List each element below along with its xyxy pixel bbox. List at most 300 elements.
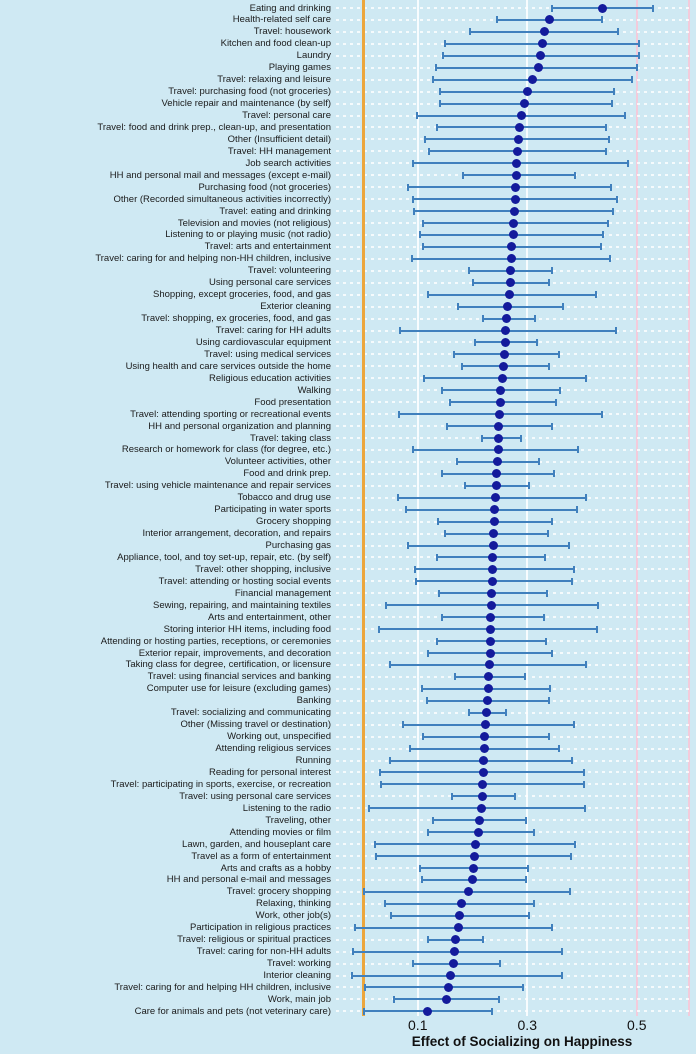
activity-label: Arts and entertainment, other bbox=[207, 611, 331, 623]
ci-cap-left bbox=[442, 52, 444, 59]
estimate-dot bbox=[451, 935, 460, 944]
activity-label: Lawn, garden, and houseplant care bbox=[182, 838, 331, 850]
activity-label: Purchasing gas bbox=[265, 540, 331, 552]
ci-cap-right bbox=[562, 303, 564, 310]
estimate-dot bbox=[470, 852, 479, 861]
activity-label: Kitchen and food clean-up bbox=[220, 38, 331, 50]
activity-label: Walking bbox=[297, 384, 331, 396]
ci-cap-right bbox=[538, 458, 540, 465]
estimate-dot bbox=[488, 565, 497, 574]
activity-label: Attending movies or film bbox=[229, 826, 331, 838]
activity-label: Running bbox=[295, 755, 331, 767]
ci-cap-left bbox=[407, 184, 409, 191]
ci-cap-right bbox=[627, 160, 629, 167]
estimate-dot bbox=[494, 422, 503, 431]
ci-cap-right bbox=[605, 124, 607, 131]
row-gridline bbox=[336, 998, 692, 1000]
activity-label: Reading for personal interest bbox=[209, 766, 331, 778]
ci-cap-left bbox=[354, 924, 356, 931]
ci-cap-right bbox=[610, 184, 612, 191]
activity-label: Participating in water sports bbox=[214, 504, 331, 516]
ci-cap-right bbox=[613, 88, 615, 95]
ci-cap-right bbox=[514, 793, 516, 800]
ci-cap-left bbox=[444, 40, 446, 47]
estimate-dot bbox=[486, 649, 495, 658]
activity-label: Religious education activities bbox=[209, 372, 331, 384]
ci-cap-right bbox=[616, 196, 618, 203]
ci-cap-left bbox=[451, 793, 453, 800]
ci-cap-left bbox=[551, 5, 553, 12]
estimate-dot bbox=[471, 840, 480, 849]
estimate-dot bbox=[487, 589, 496, 598]
activity-label: Attending religious services bbox=[215, 743, 331, 755]
activity-label: Travel: using vehicle maintenance and repair services bbox=[104, 480, 331, 492]
ci-cap-right bbox=[533, 829, 535, 836]
ci-cap-left bbox=[436, 124, 438, 131]
ci-cap-left bbox=[496, 16, 498, 23]
ci-cap-left bbox=[457, 303, 459, 310]
ci-cap-left bbox=[453, 351, 455, 358]
ci-cap-left bbox=[441, 387, 443, 394]
ci-cap-left bbox=[393, 996, 395, 1003]
ci-cap-left bbox=[435, 64, 437, 71]
activity-label: Travel: arts and entertainment bbox=[204, 241, 331, 253]
estimate-dot bbox=[482, 708, 491, 717]
activity-label: Travel: using personal care services bbox=[179, 790, 331, 802]
ci-cap-right bbox=[585, 494, 587, 501]
activity-label: Working out, unspecified bbox=[227, 731, 331, 743]
ci-cap-right bbox=[595, 291, 597, 298]
estimate-dot bbox=[449, 959, 458, 968]
estimate-dot bbox=[523, 87, 532, 96]
ci-cap-left bbox=[352, 948, 354, 955]
activity-label: Television and movies (not religious) bbox=[177, 217, 331, 229]
ci-cap-left bbox=[449, 399, 451, 406]
ci-cap-right bbox=[585, 375, 587, 382]
ci-cap-right bbox=[608, 136, 610, 143]
estimate-dot bbox=[478, 792, 487, 801]
estimate-dot bbox=[488, 553, 497, 562]
ci-cap-left bbox=[422, 243, 424, 250]
ci-cap-left bbox=[482, 315, 484, 322]
estimate-dot bbox=[474, 828, 483, 837]
estimate-dot bbox=[492, 481, 501, 490]
ci-cap-right bbox=[528, 482, 530, 489]
estimate-dot bbox=[475, 816, 484, 825]
ci-cap-right bbox=[573, 721, 575, 728]
x-tick-label: 0.1 bbox=[408, 1017, 428, 1033]
estimate-dot bbox=[506, 278, 515, 287]
x-tick-label: 0.3 bbox=[517, 1017, 537, 1033]
zero-reference-line bbox=[362, 0, 365, 1016]
ci-cap-right bbox=[652, 5, 654, 12]
ci-cap-right bbox=[525, 876, 527, 883]
activity-label: Job search activities bbox=[245, 157, 331, 169]
estimate-dot bbox=[506, 266, 515, 275]
ci-cap-left bbox=[436, 638, 438, 645]
ci-cap-right bbox=[601, 411, 603, 418]
estimate-dot bbox=[520, 99, 529, 108]
estimate-dot bbox=[502, 314, 511, 323]
activity-label: Other (Insufficient detail) bbox=[227, 133, 331, 145]
activity-label: Exterior repair, improvements, and decoration bbox=[138, 647, 331, 659]
activity-label: Arts and crafts as a hobby bbox=[220, 862, 331, 874]
activity-label: Travel: caring for HH adults bbox=[215, 325, 331, 336]
ci-cap-left bbox=[368, 805, 370, 812]
ci-cap-right bbox=[551, 423, 553, 430]
ci-line bbox=[352, 975, 562, 977]
estimate-dot bbox=[517, 111, 526, 120]
activity-label: Travel: eating and drinking bbox=[219, 205, 331, 217]
estimate-dot bbox=[484, 684, 493, 693]
activity-label: Taking class for degree, certification, or licensure bbox=[125, 659, 331, 671]
estimate-dot bbox=[511, 183, 520, 192]
ci-cap-left bbox=[397, 494, 399, 501]
ci-cap-right bbox=[571, 578, 573, 585]
ci-cap-right bbox=[558, 745, 560, 752]
ci-cap-right bbox=[527, 865, 529, 872]
activity-label: Travel: housework bbox=[253, 26, 331, 38]
ci-cap-right bbox=[520, 435, 522, 442]
ci-cap-right bbox=[568, 542, 570, 549]
row-gridline bbox=[336, 712, 692, 714]
estimate-dot bbox=[511, 195, 520, 204]
estimate-dot bbox=[478, 780, 487, 789]
ci-cap-left bbox=[412, 196, 414, 203]
ci-cap-left bbox=[468, 267, 470, 274]
activity-label: Food and drink prep. bbox=[243, 468, 331, 480]
estimate-dot bbox=[484, 672, 493, 681]
ci-cap-left bbox=[436, 554, 438, 561]
activity-label: HH and personal organization and planning bbox=[148, 420, 331, 432]
activity-label: Attending or hosting parties, receptions, or ceremonies bbox=[100, 635, 331, 647]
activity-label: Travel: shopping, ex groceries, food, and gas bbox=[141, 313, 331, 325]
ci-cap-right bbox=[617, 28, 619, 35]
ci-cap-right bbox=[491, 1008, 493, 1015]
ci-cap-right bbox=[558, 351, 560, 358]
ci-cap-left bbox=[405, 506, 407, 513]
activity-label: Other (Recorded simultaneous activities incorrectly) bbox=[113, 193, 331, 205]
activity-label: Travel: participating in sports, exercise, or recreation bbox=[110, 778, 331, 790]
ci-cap-left bbox=[423, 375, 425, 382]
ci-cap-left bbox=[380, 781, 382, 788]
x-tick-label: 0.5 bbox=[627, 1017, 647, 1033]
ci-cap-right bbox=[561, 972, 563, 979]
estimate-dot bbox=[486, 637, 495, 646]
row-gridline bbox=[336, 939, 692, 941]
activity-label: Travel as a form of entertainment bbox=[191, 850, 331, 862]
ci-cap-left bbox=[441, 614, 443, 621]
ci-cap-left bbox=[464, 482, 466, 489]
ci-cap-left bbox=[399, 327, 401, 334]
ci-cap-right bbox=[609, 255, 611, 262]
ci-cap-left bbox=[414, 566, 416, 573]
activity-label: Appliance, tool, and toy set-up, repair, etc. (by self) bbox=[117, 551, 331, 563]
ci-cap-right bbox=[561, 948, 563, 955]
ci-cap-right bbox=[638, 40, 640, 47]
ci-cap-right bbox=[548, 733, 550, 740]
ci-cap-right bbox=[544, 554, 546, 561]
estimate-dot bbox=[446, 971, 455, 980]
ci-cap-left bbox=[421, 685, 423, 692]
ci-cap-left bbox=[427, 936, 429, 943]
ci-cap-left bbox=[474, 339, 476, 346]
ci-cap-right bbox=[596, 626, 598, 633]
estimate-dot bbox=[450, 947, 459, 956]
estimate-dot bbox=[509, 219, 518, 228]
estimate-dot bbox=[512, 159, 521, 168]
ci-cap-left bbox=[437, 518, 439, 525]
estimate-dot bbox=[481, 720, 490, 729]
ci-cap-left bbox=[384, 900, 386, 907]
ci-cap-right bbox=[545, 638, 547, 645]
activity-label: Volunteer activities, other bbox=[224, 456, 331, 468]
ci-cap-right bbox=[569, 888, 571, 895]
ci-cap-left bbox=[441, 470, 443, 477]
estimate-dot bbox=[483, 696, 492, 705]
estimate-dot bbox=[509, 230, 518, 239]
ci-cap-right bbox=[605, 148, 607, 155]
ci-cap-right bbox=[551, 924, 553, 931]
ci-cap-left bbox=[385, 602, 387, 609]
activity-label: Travel: religious or spiritual practices bbox=[177, 934, 331, 946]
estimate-dot bbox=[469, 864, 478, 873]
activity-label: Vehicle repair and maintenance (by self) bbox=[161, 98, 331, 110]
ci-cap-left bbox=[416, 112, 418, 119]
ci-cap-right bbox=[597, 602, 599, 609]
ci-cap-right bbox=[533, 900, 535, 907]
ci-cap-left bbox=[462, 172, 464, 179]
estimate-dot bbox=[468, 875, 477, 884]
ci-cap-right bbox=[553, 470, 555, 477]
activity-label: Travel: taking class bbox=[250, 432, 331, 444]
ci-cap-right bbox=[536, 339, 538, 346]
activity-label: Using personal care services bbox=[209, 277, 331, 289]
estimate-dot bbox=[545, 15, 554, 24]
ci-cap-left bbox=[468, 709, 470, 716]
activity-label: Travel: caring for and helping HH children, inclusive bbox=[114, 981, 331, 993]
ci-cap-right bbox=[624, 112, 626, 119]
estimate-dot bbox=[423, 1007, 432, 1016]
ci-cap-left bbox=[446, 423, 448, 430]
activity-label: Storing interior HH items, including food bbox=[163, 623, 331, 635]
estimate-dot bbox=[455, 911, 464, 920]
ci-cap-right bbox=[482, 936, 484, 943]
ci-cap-right bbox=[574, 841, 576, 848]
estimate-dot bbox=[507, 254, 516, 263]
ci-cap-right bbox=[571, 757, 573, 764]
activity-label: Interior cleaning bbox=[263, 970, 331, 982]
ci-cap-left bbox=[426, 697, 428, 704]
estimate-dot bbox=[496, 398, 505, 407]
ci-cap-left bbox=[389, 757, 391, 764]
activity-label: Exterior cleaning bbox=[260, 301, 331, 313]
estimate-dot bbox=[480, 732, 489, 741]
activity-label: Sewing, repairing, and maintaining textiles bbox=[153, 599, 331, 611]
ci-cap-left bbox=[454, 673, 456, 680]
ci-cap-left bbox=[438, 590, 440, 597]
ci-cap-left bbox=[390, 912, 392, 919]
activity-label: Travel: caring for and helping non-HH children, inclusive bbox=[95, 253, 331, 265]
activity-label: Financial management bbox=[234, 587, 331, 599]
ci-cap-right bbox=[574, 172, 576, 179]
ci-cap-left bbox=[379, 769, 381, 776]
activity-label: Shopping, except groceries, food, and gas bbox=[153, 289, 331, 301]
ci-cap-left bbox=[427, 291, 429, 298]
estimate-dot bbox=[514, 135, 523, 144]
activity-label: Interior arrangement, decoration, and repairs bbox=[142, 528, 331, 540]
ci-cap-left bbox=[461, 363, 463, 370]
estimate-dot bbox=[457, 899, 466, 908]
estimate-dot bbox=[490, 505, 499, 514]
ci-cap-right bbox=[570, 853, 572, 860]
ci-cap-left bbox=[427, 650, 429, 657]
ci-cap-left bbox=[407, 542, 409, 549]
ci-cap-left bbox=[398, 411, 400, 418]
ci-cap-left bbox=[419, 865, 421, 872]
activity-label: Using health and care services outside the home bbox=[125, 360, 331, 372]
estimate-dot bbox=[498, 374, 507, 383]
ci-cap-left bbox=[412, 160, 414, 167]
estimate-dot bbox=[454, 923, 463, 932]
activity-label: Using cardiovascular equipment bbox=[195, 336, 331, 348]
estimate-dot bbox=[503, 302, 512, 311]
estimate-dot bbox=[501, 338, 510, 347]
ci-cap-left bbox=[456, 458, 458, 465]
activity-label: Purchasing food (not groceries) bbox=[198, 181, 331, 193]
ci-cap-right bbox=[555, 399, 557, 406]
activity-label: Health-related self care bbox=[232, 14, 331, 26]
estimate-dot bbox=[486, 625, 495, 634]
ci-cap-right bbox=[528, 912, 530, 919]
estimate-dot bbox=[494, 445, 503, 454]
estimate-dot bbox=[499, 362, 508, 371]
ci-cap-left bbox=[432, 817, 434, 824]
ci-cap-right bbox=[546, 590, 548, 597]
ci-cap-right bbox=[615, 327, 617, 334]
estimate-dot bbox=[479, 768, 488, 777]
ci-cap-right bbox=[585, 661, 587, 668]
ci-cap-right bbox=[583, 781, 585, 788]
estimate-dot bbox=[486, 613, 495, 622]
ci-cap-right bbox=[499, 960, 501, 967]
ci-cap-right bbox=[583, 769, 585, 776]
ci-cap-left bbox=[415, 578, 417, 585]
estimate-dot bbox=[536, 51, 545, 60]
ci-cap-right bbox=[524, 673, 526, 680]
ci-cap-left bbox=[364, 984, 366, 991]
ci-cap-left bbox=[427, 829, 429, 836]
activity-label: Work, main job bbox=[267, 993, 331, 1005]
ci-line bbox=[408, 186, 611, 188]
ci-cap-left bbox=[409, 745, 411, 752]
ci-cap-left bbox=[419, 231, 421, 238]
ci-cap-right bbox=[498, 996, 500, 1003]
activity-label: Listening to or playing music (not radio) bbox=[165, 229, 331, 241]
estimate-dot bbox=[479, 756, 488, 765]
ci-cap-left bbox=[412, 446, 414, 453]
estimate-dot bbox=[492, 469, 501, 478]
activity-label: Care for animals and pets (not veterinary care) bbox=[134, 1005, 331, 1017]
row-gridline bbox=[336, 963, 692, 965]
estimate-dot bbox=[493, 457, 502, 466]
estimate-dot bbox=[598, 4, 607, 13]
ci-cap-left bbox=[402, 721, 404, 728]
activity-label: Travel: purchasing food (not groceries) bbox=[168, 86, 331, 98]
activity-label: Travel: using medical services bbox=[204, 348, 331, 360]
ci-cap-left bbox=[389, 661, 391, 668]
activity-label: Computer use for leisure (excluding games) bbox=[146, 683, 331, 695]
ci-cap-right bbox=[522, 984, 524, 991]
estimate-dot bbox=[538, 39, 547, 48]
estimate-dot bbox=[534, 63, 543, 72]
ci-cap-left bbox=[351, 972, 353, 979]
ci-cap-right bbox=[534, 315, 536, 322]
activity-label: Travel: other shopping, inclusive bbox=[195, 563, 331, 575]
ci-cap-left bbox=[444, 530, 446, 537]
x-axis-title: Effect of Socializing on Happiness bbox=[411, 1034, 633, 1049]
activity-label: Eating and drinking bbox=[249, 2, 331, 14]
ci-cap-right bbox=[584, 805, 586, 812]
activity-label: Food presentation bbox=[254, 396, 331, 408]
activity-label: Travel: HH management bbox=[227, 145, 331, 157]
activity-label: Travel: relaxing and leisure bbox=[217, 74, 331, 86]
activity-label: Playing games bbox=[268, 62, 331, 74]
activity-label: Relaxing, thinking bbox=[256, 898, 331, 910]
ci-cap-left bbox=[432, 76, 434, 83]
ci-cap-right bbox=[549, 685, 551, 692]
estimate-dot bbox=[515, 123, 524, 132]
ci-cap-right bbox=[548, 697, 550, 704]
estimate-dot bbox=[485, 660, 494, 669]
activity-label: Tobacco and drug use bbox=[237, 492, 331, 504]
estimate-dot bbox=[496, 386, 505, 395]
ci-cap-right bbox=[631, 76, 633, 83]
ci-cap-left bbox=[412, 960, 414, 967]
estimate-dot bbox=[444, 983, 453, 992]
activity-label: Banking bbox=[296, 695, 331, 707]
ci-cap-right bbox=[505, 709, 507, 716]
ci-cap-left bbox=[421, 876, 423, 883]
estimate-dot bbox=[507, 242, 516, 251]
ci-cap-left bbox=[439, 88, 441, 95]
estimate-dot bbox=[491, 493, 500, 502]
ci-cap-right bbox=[612, 208, 614, 215]
activity-label: Laundry bbox=[296, 50, 331, 62]
ci-cap-right bbox=[573, 566, 575, 573]
ci-cap-left bbox=[422, 220, 424, 227]
activity-label: Participation in religious practices bbox=[190, 922, 331, 934]
estimate-dot bbox=[477, 804, 486, 813]
ci-cap-left bbox=[411, 255, 413, 262]
ci-cap-right bbox=[611, 100, 613, 107]
ci-cap-left bbox=[422, 733, 424, 740]
estimate-dot bbox=[500, 350, 509, 359]
ci-cap-right bbox=[576, 506, 578, 513]
activity-label: Travel: attending or hosting social events bbox=[158, 575, 331, 587]
activity-label: Travel: personal care bbox=[242, 110, 331, 121]
ci-cap-right bbox=[559, 387, 561, 394]
ci-cap-right bbox=[548, 279, 550, 286]
ci-cap-right bbox=[551, 518, 553, 525]
ci-cap-left bbox=[424, 136, 426, 143]
estimate-dot bbox=[495, 410, 504, 419]
estimate-dot bbox=[528, 75, 537, 84]
ci-cap-right bbox=[638, 52, 640, 59]
ci-cap-left bbox=[374, 841, 376, 848]
ci-cap-left bbox=[439, 100, 441, 107]
estimate-dot bbox=[442, 995, 451, 1004]
